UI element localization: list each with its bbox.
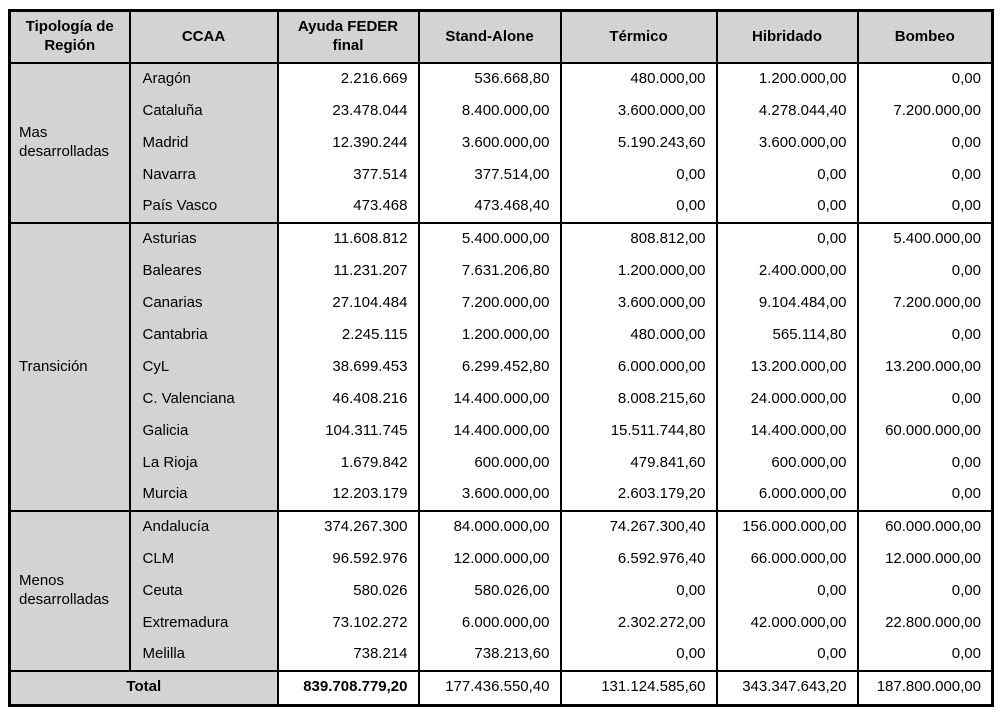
- value-cell: 66.000.000,00: [717, 543, 858, 575]
- table-row: [10, 447, 993, 479]
- ccaa-cell: Baleares: [130, 255, 278, 287]
- value-cell: 13.200.000,00: [717, 351, 858, 383]
- value-cell: 14.400.000,00: [717, 415, 858, 447]
- value-cell: 580.026: [278, 575, 419, 607]
- value-cell: 0,00: [858, 639, 993, 671]
- region-group-cell: Mas desarrolladas: [10, 63, 130, 223]
- table-row: [10, 351, 993, 383]
- table-row: [10, 95, 993, 127]
- value-cell: 0,00: [717, 575, 858, 607]
- value-cell: 8.008.215,60: [561, 383, 717, 415]
- value-cell: 2.603.179,20: [561, 479, 717, 511]
- value-cell: 0,00: [858, 127, 993, 159]
- value-cell: 2.302.272,00: [561, 607, 717, 639]
- total-value-cell: 187.800.000,00: [858, 671, 993, 705]
- value-cell: 0,00: [561, 575, 717, 607]
- table-footer: [10, 671, 993, 705]
- ccaa-cell: Melilla: [130, 639, 278, 671]
- value-cell: 1.200.000,00: [561, 255, 717, 287]
- value-cell: 377.514,00: [419, 159, 561, 191]
- ccaa-cell: Madrid: [130, 127, 278, 159]
- value-cell: 14.400.000,00: [419, 415, 561, 447]
- value-cell: 7.631.206,80: [419, 255, 561, 287]
- column-header-termico: Térmico: [561, 11, 717, 64]
- column-header-stand-alone: Stand-Alone: [419, 11, 561, 64]
- value-cell: 74.267.300,40: [561, 511, 717, 543]
- value-cell: 4.278.044,40: [717, 95, 858, 127]
- ccaa-cell: Ceuta: [130, 575, 278, 607]
- table-row: [10, 543, 993, 575]
- table-row: [10, 607, 993, 639]
- feder-aid-table: [8, 9, 994, 707]
- table-row: [10, 479, 993, 511]
- table-row: [10, 255, 993, 287]
- table-row: [10, 511, 993, 543]
- table-row: [10, 415, 993, 447]
- value-cell: 38.699.453: [278, 351, 419, 383]
- value-cell: 480.000,00: [561, 319, 717, 351]
- value-cell: 6.299.452,80: [419, 351, 561, 383]
- value-cell: 60.000.000,00: [858, 511, 993, 543]
- value-cell: 600.000,00: [419, 447, 561, 479]
- value-cell: 6.592.976,40: [561, 543, 717, 575]
- ccaa-cell: Cataluña: [130, 95, 278, 127]
- value-cell: 22.800.000,00: [858, 607, 993, 639]
- value-cell: 1.200.000,00: [717, 63, 858, 95]
- value-cell: 0,00: [858, 575, 993, 607]
- value-cell: 0,00: [561, 191, 717, 223]
- total-value-cell: 839.708.779,20: [278, 671, 419, 705]
- value-cell: 374.267.300: [278, 511, 419, 543]
- table-row: [10, 159, 993, 191]
- value-cell: 13.200.000,00: [858, 351, 993, 383]
- value-cell: 15.511.744,80: [561, 415, 717, 447]
- table-row: [10, 63, 993, 95]
- value-cell: 0,00: [858, 159, 993, 191]
- header-row: [10, 11, 993, 64]
- ccaa-cell: CLM: [130, 543, 278, 575]
- value-cell: 6.000.000,00: [717, 479, 858, 511]
- total-value-cell: 343.347.643,20: [717, 671, 858, 705]
- value-cell: 0,00: [717, 159, 858, 191]
- ccaa-cell: C. Valenciana: [130, 383, 278, 415]
- table-row: [10, 575, 993, 607]
- table-body: [10, 63, 993, 671]
- column-header-bombeo: Bombeo: [858, 11, 993, 64]
- value-cell: 24.000.000,00: [717, 383, 858, 415]
- table-row: [10, 383, 993, 415]
- value-cell: 480.000,00: [561, 63, 717, 95]
- value-cell: 3.600.000,00: [561, 287, 717, 319]
- value-cell: 11.231.207: [278, 255, 419, 287]
- table-row: [10, 191, 993, 223]
- value-cell: 2.216.669: [278, 63, 419, 95]
- value-cell: 580.026,00: [419, 575, 561, 607]
- value-cell: 27.104.484: [278, 287, 419, 319]
- value-cell: 14.400.000,00: [419, 383, 561, 415]
- value-cell: 1.200.000,00: [419, 319, 561, 351]
- value-cell: 9.104.484,00: [717, 287, 858, 319]
- value-cell: 84.000.000,00: [419, 511, 561, 543]
- value-cell: 0,00: [858, 479, 993, 511]
- table-row: [10, 127, 993, 159]
- column-header-ayuda-feder: Ayuda FEDER final: [278, 11, 419, 64]
- value-cell: 5.190.243,60: [561, 127, 717, 159]
- total-value-cell: 131.124.585,60: [561, 671, 717, 705]
- total-label-cell: Total: [10, 671, 278, 705]
- value-cell: 473.468: [278, 191, 419, 223]
- value-cell: 3.600.000,00: [717, 127, 858, 159]
- table-row: [10, 223, 993, 255]
- value-cell: 156.000.000,00: [717, 511, 858, 543]
- column-header-hibridado: Hibridado: [717, 11, 858, 64]
- value-cell: 12.203.179: [278, 479, 419, 511]
- column-header-tipologia: Tipología de Región: [10, 11, 130, 64]
- value-cell: 11.608.812: [278, 223, 419, 255]
- value-cell: 473.468,40: [419, 191, 561, 223]
- ccaa-cell: La Rioja: [130, 447, 278, 479]
- region-group-cell: Menos desarrolladas: [10, 511, 130, 671]
- ccaa-cell: Aragón: [130, 63, 278, 95]
- value-cell: 479.841,60: [561, 447, 717, 479]
- value-cell: 0,00: [858, 63, 993, 95]
- value-cell: 0,00: [858, 383, 993, 415]
- value-cell: 738.213,60: [419, 639, 561, 671]
- value-cell: 73.102.272: [278, 607, 419, 639]
- value-cell: 0,00: [858, 447, 993, 479]
- value-cell: 0,00: [561, 639, 717, 671]
- value-cell: 0,00: [717, 223, 858, 255]
- ccaa-cell: Andalucía: [130, 511, 278, 543]
- value-cell: 536.668,80: [419, 63, 561, 95]
- value-cell: 0,00: [858, 319, 993, 351]
- ccaa-cell: Galicia: [130, 415, 278, 447]
- ccaa-cell: Cantabria: [130, 319, 278, 351]
- value-cell: 104.311.745: [278, 415, 419, 447]
- table-row: [10, 319, 993, 351]
- value-cell: 0,00: [858, 255, 993, 287]
- table-row: [10, 639, 993, 671]
- table-row: [10, 287, 993, 319]
- value-cell: 12.000.000,00: [858, 543, 993, 575]
- value-cell: 0,00: [561, 159, 717, 191]
- ccaa-cell: Extremadura: [130, 607, 278, 639]
- value-cell: 60.000.000,00: [858, 415, 993, 447]
- region-group-cell: Transición: [10, 223, 130, 511]
- value-cell: 42.000.000,00: [717, 607, 858, 639]
- ccaa-cell: País Vasco: [130, 191, 278, 223]
- value-cell: 5.400.000,00: [419, 223, 561, 255]
- value-cell: 1.679.842: [278, 447, 419, 479]
- value-cell: 12.390.244: [278, 127, 419, 159]
- value-cell: 2.245.115: [278, 319, 419, 351]
- ccaa-cell: Navarra: [130, 159, 278, 191]
- value-cell: 808.812,00: [561, 223, 717, 255]
- value-cell: 0,00: [717, 639, 858, 671]
- value-cell: 2.400.000,00: [717, 255, 858, 287]
- ccaa-cell: Canarias: [130, 287, 278, 319]
- ccaa-cell: Asturias: [130, 223, 278, 255]
- value-cell: 565.114,80: [717, 319, 858, 351]
- value-cell: 0,00: [717, 191, 858, 223]
- column-header-ccaa: CCAA: [130, 11, 278, 64]
- value-cell: 3.600.000,00: [561, 95, 717, 127]
- ccaa-cell: Murcia: [130, 479, 278, 511]
- value-cell: 6.000.000,00: [561, 351, 717, 383]
- value-cell: 0,00: [858, 191, 993, 223]
- value-cell: 738.214: [278, 639, 419, 671]
- value-cell: 600.000,00: [717, 447, 858, 479]
- value-cell: 12.000.000,00: [419, 543, 561, 575]
- value-cell: 6.000.000,00: [419, 607, 561, 639]
- value-cell: 5.400.000,00: [858, 223, 993, 255]
- total-row: [10, 671, 993, 705]
- value-cell: 377.514: [278, 159, 419, 191]
- ccaa-cell: CyL: [130, 351, 278, 383]
- value-cell: 3.600.000,00: [419, 127, 561, 159]
- value-cell: 46.408.216: [278, 383, 419, 415]
- value-cell: 3.600.000,00: [419, 479, 561, 511]
- value-cell: 8.400.000,00: [419, 95, 561, 127]
- value-cell: 7.200.000,00: [858, 287, 993, 319]
- value-cell: 7.200.000,00: [419, 287, 561, 319]
- value-cell: 7.200.000,00: [858, 95, 993, 127]
- total-value-cell: 177.436.550,40: [419, 671, 561, 705]
- value-cell: 96.592.976: [278, 543, 419, 575]
- table-header: [10, 11, 993, 64]
- value-cell: 23.478.044: [278, 95, 419, 127]
